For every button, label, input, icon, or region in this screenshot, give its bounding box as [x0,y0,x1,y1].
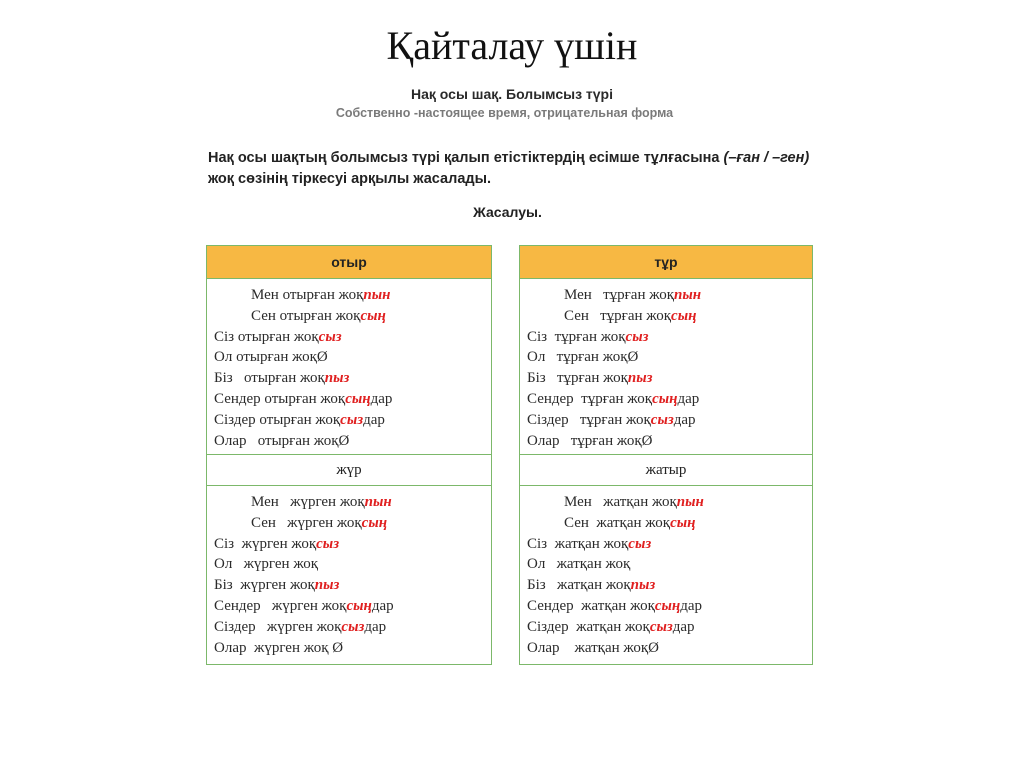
row-text: Біз отырған жоқ [214,370,325,387]
suffix: сың [654,597,681,614]
table-header: отыр [207,246,491,279]
suffix: сыз [650,411,674,428]
table-header: жатыр [520,455,812,486]
row-text: Сендер тұрған жоқ [527,390,653,407]
suffix: пын [674,287,702,303]
description-line1: Нақ осы шақтың болымсыз түрі қалып етістіктердің есімше тұлғасына [208,150,724,166]
conjugation-row [207,617,491,638]
conjugation-row [520,617,812,638]
conjugation-row [207,575,491,596]
suffix: сың [652,390,678,407]
row-text: Сендер жүрген жоқ [214,597,347,614]
subtitle-kazakh: Нақ осы шақ. Болымсыз түрі [411,86,613,102]
row-text: Сіздер тұрған жоқ [527,411,651,428]
row-text: Олар жатқан жоқØ [527,639,659,656]
row-text: Мен тұрған жоқ [564,287,674,303]
suffix: сыз [649,618,673,635]
formation-label: Жасалуы. [473,204,542,220]
row-text: Сіз жүрген жоқ [214,535,317,552]
suffix: сыз [340,411,364,428]
suffix: сың [345,390,371,407]
row-text: Ол жүрген жоқ [214,556,319,573]
table-zhatyr [519,454,813,665]
suffix: сың [671,307,697,324]
suffix: пыз [627,370,653,387]
suffix: сың [346,597,372,614]
row-plural: дар [677,390,700,407]
suffix: сыз [316,535,340,552]
conjugation-row [520,285,812,306]
row-text: Мен жүрген жоқ [251,494,365,510]
conjugation-row [207,327,491,348]
row-text: Сен жатқан жоқ [564,514,671,531]
row-text: Біз жатқан жоқ [527,577,631,594]
row-text: Мен отырған жоқ [251,287,364,303]
conjugation-row [207,513,491,534]
row-plural: дар [673,411,696,428]
row-plural: дар [672,618,695,635]
conjugation-row [207,285,491,306]
conjugation-row [520,575,812,596]
row-text: Олар тұрған жоқØ [527,432,653,449]
table-header: тұр [520,246,812,279]
description-line2: жоқ сөзінің тіркесуі арқылы жасалады. [208,171,491,187]
row-text: Біз тұрған жоқ [527,370,628,387]
row-plural: дар [363,411,385,428]
suffix: пыз [630,577,656,594]
conjugation-row [207,306,491,327]
suffix: сың [361,514,388,531]
row-plural: дар [371,597,394,614]
conjugation-row [207,389,491,410]
table-body [520,279,812,457]
row-plural: дар [680,597,703,614]
row-text: Сен отырған жоқ [251,307,361,324]
suffix: сың [670,514,696,531]
row-text: Олар отырған жоқØ [214,432,350,449]
conjugation-row [520,534,812,555]
conjugation-row [207,554,491,575]
description [208,148,828,190]
row-text: Ол жатқан жоқ [527,556,631,573]
row-text: Сен тұрған жоқ [564,307,672,324]
conjugation-row [520,389,812,410]
suffix: сың [360,307,386,324]
row-text: Ол отырған жоқØ [214,349,328,366]
conjugation-row [207,638,491,659]
row-text: Сендер жатқан жоқ [527,597,655,614]
suffix: сыз [318,328,342,345]
suffix: пыз [314,577,340,594]
row-text: Сіздер жүрген жоқ [214,618,342,635]
conjugation-row [207,596,491,617]
table-body [520,486,812,664]
row-text: Сен жүрген жоқ [251,514,362,531]
conjugation-row [520,596,812,617]
table-tur [519,245,813,458]
conjugation-row [207,368,491,389]
conjugation-row [207,534,491,555]
conjugation-row [520,410,812,431]
suffix: сыз [628,535,652,552]
suffix: сыз [341,618,365,635]
suffix: сыз [625,328,649,345]
conjugation-row [520,638,812,659]
row-text: Олар жүрген жоқ Ø [214,639,344,656]
table-header: жүр [207,455,491,486]
conjugation-row [520,554,812,575]
slide-title: Қайталау үшін [386,23,638,68]
conjugation-row [520,327,812,348]
conjugation-row [207,410,491,431]
conjugation-row [520,492,812,513]
row-plural: дар [364,618,387,635]
table-otyr [206,245,492,458]
row-text: Ол тұрған жоқØ [527,349,639,366]
conjugation-row [520,513,812,534]
conjugation-row [207,431,491,452]
row-text: Сіз тұрған жоқ [527,328,626,345]
suffix: пын [364,494,392,510]
description-endings: (–ған / –ген) [723,150,810,166]
row-text: Сіздер жатқан жоқ [527,618,650,635]
table-zhur [206,454,492,665]
row-text: Біз жүрген жоқ [214,577,315,594]
conjugation-row [207,492,491,513]
row-text: Сіз отырған жоқ [214,328,319,345]
suffix: пын [363,287,391,303]
table-body [207,279,491,457]
row-text: Сендер отырған жоқ [214,390,346,407]
conjugation-row [520,347,812,368]
conjugation-row [207,347,491,368]
conjugation-row [520,306,812,327]
row-text: Мен жатқан жоқ [564,494,677,510]
conjugation-row [520,368,812,389]
suffix: пыз [324,370,350,387]
row-text: Сіздер отырған жоқ [214,411,341,428]
row-text: Сіз жатқан жоқ [527,535,629,552]
table-body [207,486,491,664]
conjugation-row [520,431,812,452]
suffix: пын [676,494,704,510]
subtitle-russian: Собственно -настоящее время, отрицательная форма [335,106,674,120]
row-plural: дар [370,390,393,407]
